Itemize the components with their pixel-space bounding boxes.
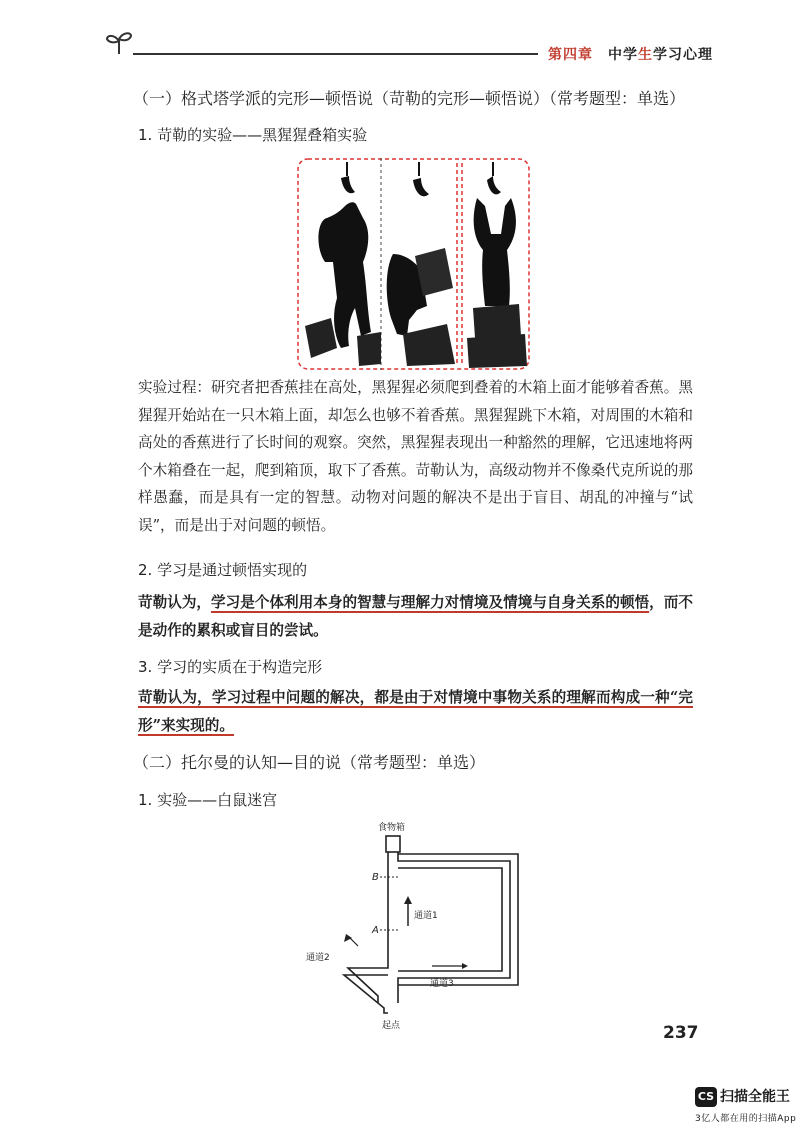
section-2-item-1-title: 1. 实验——白鼠迷宫 (138, 791, 278, 809)
chimpanzee-experiment-figure (297, 158, 530, 370)
item-3-title: 3. 学习的实质在于构造完形 (138, 658, 323, 676)
maze-path-3-label: 通道3 (430, 979, 454, 989)
item-2-text-part: 苛勒认为， (138, 594, 212, 611)
chapter-title (608, 44, 713, 64)
item-2-key-point: 学习是个体利用本身的智慧与理解力对情境及情境与自身关系的顿悟 (211, 594, 650, 611)
item-2-text-part: ，而不是动作的累积或盲目的尝试。 (138, 594, 693, 639)
item-2-text (138, 589, 693, 644)
chapter-title-part: 学习心理 (653, 47, 713, 63)
sprout-icon (104, 30, 134, 56)
scanner-app-name: 扫描全能王 (720, 1089, 790, 1105)
maze-point-b-label: B (372, 872, 379, 883)
item-3-key-point: 苛勒认为，学习过程中问题的解决，都是由于对情境中事物关系的理解而构成一种“完形”来实现的。 (138, 689, 693, 734)
chapter-title-part: 中学 (608, 47, 638, 63)
scanner-logo-icon: CS (695, 1087, 717, 1107)
chapter-label: 第四章 (548, 47, 593, 63)
chapter-title-part: 生 (638, 47, 653, 63)
page-number: 237 (663, 1023, 699, 1043)
item-1-title: 1. 苛勒的实验——黑猩猩叠箱实验 (138, 126, 368, 144)
maze-path-2-label: 通道2 (306, 953, 330, 963)
maze-food-box-label: 食物箱 (378, 823, 406, 833)
maze-point-a-label: A (372, 925, 379, 936)
scanner-tagline: 3亿人都在用的扫描App (695, 1114, 797, 1124)
header-rule (133, 53, 538, 55)
item-2-title: 2. 学习是通过顿悟实现的 (138, 561, 308, 579)
experiment-process-text: 实验过程：研究者把香蕉挂在高处，黑猩猩必须爬到叠着的木箱上面才能够着香蕉。黑猩猩开始站在一只木箱上面，却怎么也够不着香蕉。黑猩猩跳下木箱，对周围的木箱和高处的香蕉进行了长时间的观察。突然，黑猩猩表现出一种豁然的理解，它迅速地将两个木箱叠在一起，爬到箱顶，取下了香蕉。苛勒认为，高级动物并不像桑代克所说的那样愚蠢，而是具有一定的智慧。动物对问题的解决不是出于盲目、胡乱的冲撞与“试误”，而是出于对问题的顿悟。 (138, 379, 693, 534)
section-2-heading: （二）托尔曼的认知—目的说（常考题型：单选） (133, 753, 486, 772)
section-1-heading: （一）格式塔学派的完形—顿悟说（苛勒的完形—顿悟说）（常考题型：单选） (133, 89, 686, 108)
rat-maze-diagram (300, 818, 530, 1043)
item-3-text (138, 684, 693, 739)
maze-start-label: 起点 (382, 1021, 401, 1031)
maze-path-1-label: 通道1 (414, 911, 438, 921)
